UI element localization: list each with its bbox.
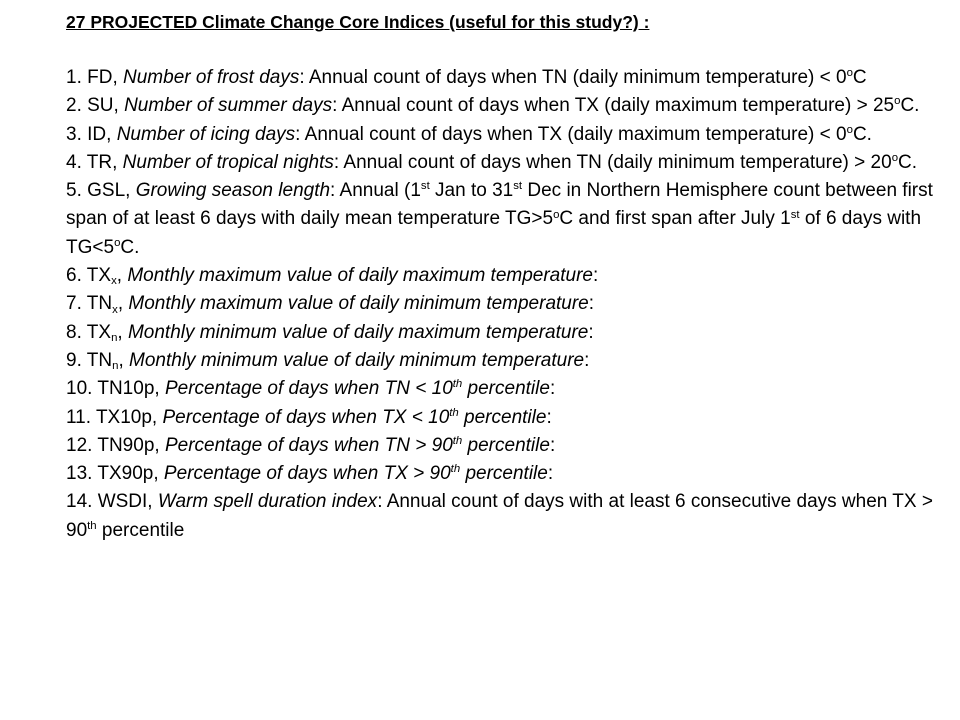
item-superscript: th: [449, 406, 459, 419]
item-code: TN10p,: [97, 378, 165, 400]
item-superscript: st: [420, 180, 430, 193]
item-code: FD,: [87, 67, 124, 88]
list-item: [66, 432, 946, 460]
item-subscript: n: [112, 360, 119, 373]
slide-title: 27 PROJECTED Climate Change Core Indices (useful for this study?) :: [66, 12, 650, 32]
item-number: 8.: [66, 321, 87, 343]
item-number: 11.: [66, 406, 96, 428]
item-number: 2.: [66, 95, 88, 117]
item-description: : Annual count of days with at least 6 consecutive days when TX > 90: [66, 491, 933, 541]
item-superscript: th: [450, 463, 461, 476]
item-name: Monthly minimum value of daily maximum temperature: [127, 321, 589, 343]
item-code: SU,: [87, 95, 125, 117]
item-name: Percentage of days when TN > 90: [164, 434, 453, 456]
item-name: Number of tropical nights: [122, 151, 334, 173]
item-name-tail: percentile: [460, 463, 548, 485]
item-description: : Annual (1: [330, 180, 421, 202]
item-description: C.: [120, 236, 140, 258]
item-description: of 6 days with TG<5: [66, 208, 922, 258]
item-name: Percentage of days when TN < 10: [164, 378, 453, 400]
item-code: TR,: [86, 151, 123, 173]
item-name: Warm spell duration index: [157, 491, 378, 513]
item-name: Monthly maximum value of daily minimum temperature: [128, 293, 589, 315]
item-tail: :: [588, 293, 595, 315]
item-code: TN90p,: [97, 434, 165, 456]
item-subscript: x: [112, 303, 118, 316]
list-item: [66, 149, 946, 177]
item-comma: ,: [118, 349, 130, 371]
item-superscript: th: [452, 378, 463, 391]
item-subscript: n: [111, 332, 118, 345]
item-number: 3.: [66, 123, 88, 145]
indices-list: [66, 64, 946, 545]
item-code: TX90p,: [97, 463, 164, 485]
list-item: [66, 64, 946, 92]
item-superscript: st: [790, 208, 800, 221]
item-tail: :: [593, 265, 599, 287]
list-item: [66, 121, 946, 149]
item-number: 6.: [66, 265, 87, 287]
item-number: 7.: [66, 293, 87, 315]
item-description: : Annual count of days when TN (daily minimum temperature) > 20: [333, 151, 892, 173]
item-description: Jan to 31: [429, 180, 514, 202]
item-name: Number of summer days: [124, 95, 333, 117]
item-code: TX: [86, 265, 112, 287]
item-name-tail: percentile: [458, 406, 547, 428]
item-code: ID,: [87, 123, 117, 145]
item-description: : Annual count of days when TX (daily maximum temperature) > 25: [332, 95, 895, 117]
item-superscript: o: [846, 123, 853, 136]
item-name: Monthly maximum value of daily maximum temperature: [127, 265, 593, 287]
item-superscript: o: [114, 236, 121, 249]
item-tail: C.: [852, 123, 872, 145]
item-code: TX: [86, 321, 112, 343]
item-number: 4.: [66, 151, 87, 173]
item-code: TX10p,: [95, 406, 163, 428]
item-tail: :: [584, 349, 590, 371]
item-name: Number of frost days: [123, 67, 300, 88]
item-name: Percentage of days when TX < 10: [162, 406, 450, 428]
item-description: : Annual count of days when TX (daily maximum temperature) < 0: [295, 123, 847, 145]
item-superscript: st: [513, 180, 523, 193]
item-tail: :: [547, 463, 554, 485]
item-comma: ,: [117, 293, 129, 315]
item-description: : Annual count of days when TN (daily minimum temperature) < 0: [299, 67, 847, 88]
item-tail: C.: [898, 151, 918, 173]
item-code: TN: [86, 349, 113, 371]
item-number: 5.: [66, 180, 88, 202]
item-number: 12.: [66, 434, 98, 456]
item-superscript: o: [553, 208, 560, 221]
item-code: TN: [86, 293, 113, 315]
item-code: GSL,: [87, 180, 136, 202]
item-code: WSDI,: [97, 491, 158, 513]
list-item: [66, 404, 946, 432]
item-name: Number of icing days: [116, 123, 296, 145]
item-tail: C: [852, 67, 867, 88]
item-description: C and first span after July 1: [559, 208, 791, 230]
item-superscript: th: [452, 435, 463, 448]
list-item: [66, 262, 946, 290]
item-number: 14.: [66, 491, 98, 513]
list-item: [66, 460, 946, 488]
slide-content: [66, 8, 946, 545]
item-superscript: o: [846, 67, 853, 80]
list-item: [66, 177, 946, 262]
item-name: Monthly minimum value of daily minimum temperature: [129, 349, 585, 371]
item-tail: :: [588, 321, 594, 343]
item-name: Growing season length: [135, 180, 331, 202]
list-item: [66, 347, 946, 375]
item-comma: ,: [116, 265, 128, 287]
item-tail: :: [546, 406, 552, 428]
list-item: [66, 290, 946, 318]
item-number: 10.: [66, 378, 98, 400]
item-subscript: x: [111, 275, 117, 288]
item-tail: :: [549, 378, 556, 400]
item-superscript: o: [894, 95, 901, 108]
item-number: 1.: [66, 67, 88, 88]
item-name-tail: percentile: [462, 378, 550, 400]
item-description: Dec in Northern Hemisphere count between first span of at least 6 days with daily mean temperature TG>5: [66, 180, 933, 230]
item-comma: ,: [117, 321, 128, 343]
item-number: 9.: [66, 349, 87, 371]
item-tail: C.: [900, 95, 920, 117]
item-tail: :: [549, 434, 556, 456]
item-superscript: th: [87, 519, 97, 532]
item-name: Percentage of days when TX > 90: [163, 463, 451, 485]
item-number: 13.: [66, 463, 98, 485]
list-item: [66, 488, 946, 545]
item-tail: percentile: [96, 519, 185, 541]
item-superscript: o: [891, 152, 899, 165]
list-item: [66, 375, 946, 403]
list-item: [66, 319, 946, 347]
list-item: [66, 92, 946, 120]
item-name-tail: percentile: [462, 434, 550, 456]
title-spacer: [66, 36, 946, 64]
